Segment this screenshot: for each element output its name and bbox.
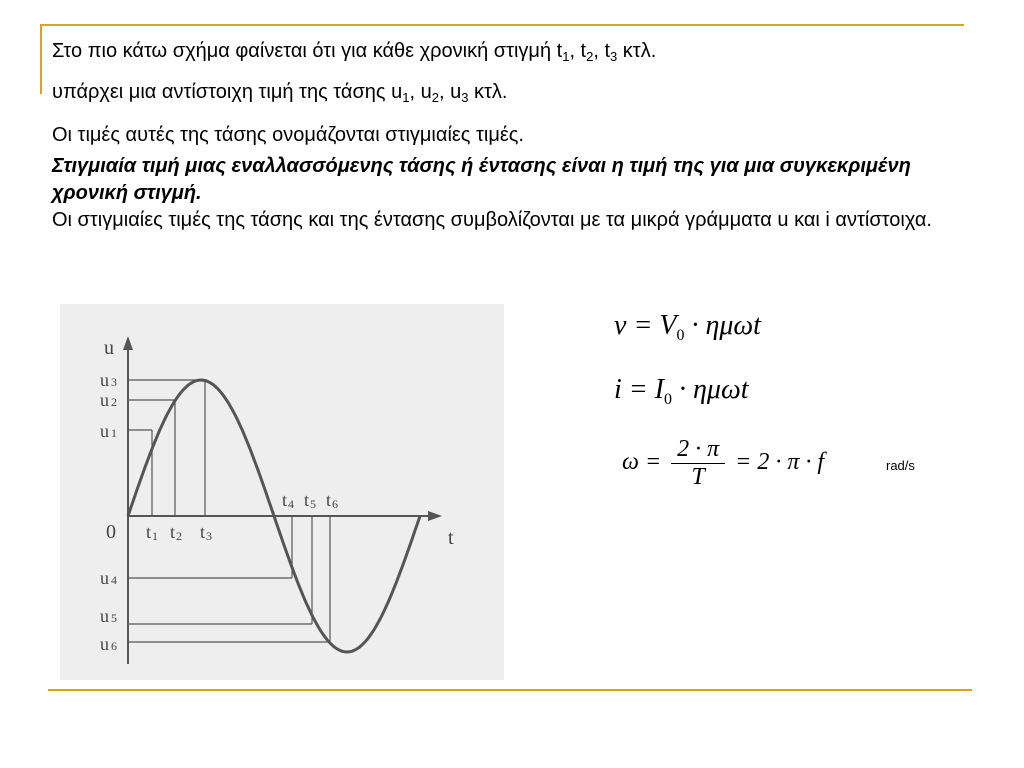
omega-equation: ω = $\frac{2 \cdot \pi}{T}$ = 2 · π · f xyxy=(622,436,825,490)
top-rule xyxy=(40,24,964,26)
label-t3: t3 xyxy=(200,522,213,543)
sine-wave-svg xyxy=(60,304,504,680)
line-instants: Στο πιο κάτω σχήμα φαίνεται ότι για κάθε χρονική στιγμή $t_1$, $t_2$, $t_3$ κτλ. xyxy=(52,40,657,64)
symbols-note: Οι στιγμιαίες τιμές της τάσης και της έντασης συμβολίζονται με τα μικρά γράμματα u και i αντίστοιχα. xyxy=(52,209,932,231)
line-voltages: υπάρχει μια αντίστοιχη τιμή της τάσης $u_1$, $u_2$, $u_3$ κτλ. xyxy=(52,81,508,105)
left-rule xyxy=(40,24,42,94)
sine-wave-figure xyxy=(60,304,504,680)
u-labels xyxy=(100,370,117,654)
origin-label: 0 xyxy=(106,521,116,543)
x-axis-arrow xyxy=(428,511,442,521)
label-t4: t4 xyxy=(282,490,295,511)
slide-text xyxy=(52,38,952,234)
label-u5: u 5 xyxy=(100,606,117,626)
x-axis-label: t xyxy=(448,527,454,549)
y-axis-arrow xyxy=(123,336,133,350)
voltage-equation: $v = V_0 \cdot \eta\mu\omega t$ xyxy=(614,310,761,344)
label-u1: u 1 xyxy=(100,421,117,441)
label-t2: t2 xyxy=(170,522,183,543)
label-u2: u 2 xyxy=(100,390,117,410)
label-u4: u 4 xyxy=(100,568,117,588)
current-equation: $i = I_0 \cdot \eta\mu\omega t$ xyxy=(614,374,749,408)
definition: Στιγμιαία τιμή μιας εναλλασσόμενης τάσης ή έντασης είναι η τιμή της για μια συγκεκριμένη χρονική στιγμή. xyxy=(52,155,911,204)
label-t6: t6 xyxy=(326,490,339,511)
bottom-rule xyxy=(48,689,972,691)
label-t1: t1 xyxy=(146,522,159,543)
y-axis-label: u xyxy=(104,337,114,359)
label-u6: u 6 xyxy=(100,634,117,654)
label-t5: t5 xyxy=(304,490,317,511)
unit-label: rad/s xyxy=(886,458,915,473)
line-instantaneous: Οι τιμές αυτές της τάσης ονομάζονται στιγμιαίες τιμές. xyxy=(52,124,524,146)
label-u3: u 3 xyxy=(100,370,117,390)
omega-fraction: $\frac{2 \cdot \pi}{T}$ xyxy=(671,436,725,491)
